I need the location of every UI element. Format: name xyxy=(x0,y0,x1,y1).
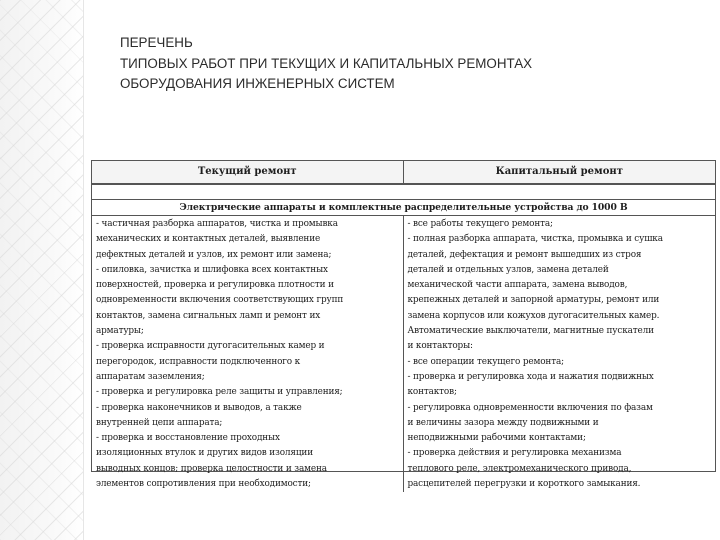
table-text-line: - проверка и восстановление проходных xyxy=(96,433,280,444)
capital-repair-column xyxy=(404,216,716,492)
table-text-line: крепежных деталей и запорной арматуры, ремонт или xyxy=(407,295,660,306)
table-text-line: деталей, дефектация и ремонт вышедших из строя xyxy=(407,249,642,260)
slide-decoration-strip xyxy=(0,0,84,540)
table-text-line: контактов, замена сигнальных ламп и ремонт их xyxy=(96,310,321,321)
table-text-line: дефектных деталей и узлов, их ремонт или замена; xyxy=(96,249,332,260)
table-text-line: - проверка и регулировка хода и нажатия подвижных xyxy=(407,371,654,382)
table-text-line: - все операции текущего ремонта; xyxy=(407,356,564,367)
table-text-line: теплового реле, электромеханического привода, xyxy=(407,463,632,474)
table-text-line: - проверка и регулировка реле защиты и управления; xyxy=(96,387,343,398)
table-text-line: замена корпусов или кожухов дугогасительных камер. xyxy=(407,310,660,321)
table-text-line: одновременности включения соответствующих групп xyxy=(96,295,344,306)
table-text-line: и контакторы: xyxy=(407,341,473,352)
repair-works-table xyxy=(91,160,716,490)
table-text-line: - проверка исправности дугогасительных камер и xyxy=(96,341,325,352)
table-text-line: - регулировка одновременности включения по фазам xyxy=(407,402,653,413)
table-text-line: аппаратам заземления; xyxy=(96,371,205,382)
table-text-line: арматуры; xyxy=(96,326,144,337)
table-text-line: выводных концов; проверка целостности и замена xyxy=(96,463,327,474)
table-text-line: - все работы текущего ремонта; xyxy=(407,219,553,229)
section-title: Электрические аппараты и комплектные распределительные устройства до 1000 В xyxy=(92,200,715,216)
table-text-line: расцепителей перегрузки и короткого замыкания. xyxy=(407,479,641,490)
current-repair-column xyxy=(92,216,404,492)
table-text-line: Автоматические выключатели, магнитные пускатели xyxy=(407,326,654,337)
table-text-line: - проверка наконечников и выводов, а также xyxy=(96,402,302,413)
table-text-line: внутренней цепи аппарата; xyxy=(96,417,223,428)
table-text-line: изоляционных втулок и других видов изоляции xyxy=(96,448,313,459)
header-current-repair: Текущий ремонт xyxy=(92,161,404,183)
title-line: ОБОРУДОВАНИЯ ИНЖЕНЕРНЫХ СИСТЕМ xyxy=(120,76,395,91)
table-text-line: механических и контактных деталей, выявление xyxy=(96,234,321,245)
table-text-line: - частичная разборка аппаратов, чистка и промывка xyxy=(96,219,338,229)
table-divider-band xyxy=(92,185,715,200)
table-text-line: деталей и отдельных узлов, замена деталей xyxy=(407,264,609,275)
table-text-line: поверхностей, проверка и регулировка плотности и xyxy=(96,280,334,291)
header-capital-repair: Капитальный ремонт xyxy=(495,166,623,177)
table-text-line: - опиловка, зачистка и шлифовка всех контактных xyxy=(96,264,328,275)
table-text-line: контактов; xyxy=(407,387,457,398)
table-text-line: - полная разборка аппарата, чистка, промывка и сушка xyxy=(407,234,663,245)
table-text-line: элементов сопротивления при необходимости; xyxy=(96,479,311,490)
table-text-line: - проверка действия и регулировка механизма xyxy=(407,448,622,459)
slide-title xyxy=(120,33,532,95)
title-line: ПЕРЕЧЕНЬ xyxy=(120,35,193,50)
table-text-line: механической части аппарата, замена выводов, xyxy=(407,280,628,291)
table-text-line: неподвижными рабочими контактами; xyxy=(407,433,586,444)
title-line: ТИПОВЫХ РАБОТ ПРИ ТЕКУЩИХ И КАПИТАЛЬНЫХ РЕМОНТАХ xyxy=(120,55,533,71)
table-header-row xyxy=(92,161,715,185)
table-text-line: перегородок, исправности подключенного к xyxy=(96,356,301,367)
table-body xyxy=(92,216,715,492)
table-text-line: и величины зазора между подвижными и xyxy=(407,417,599,428)
